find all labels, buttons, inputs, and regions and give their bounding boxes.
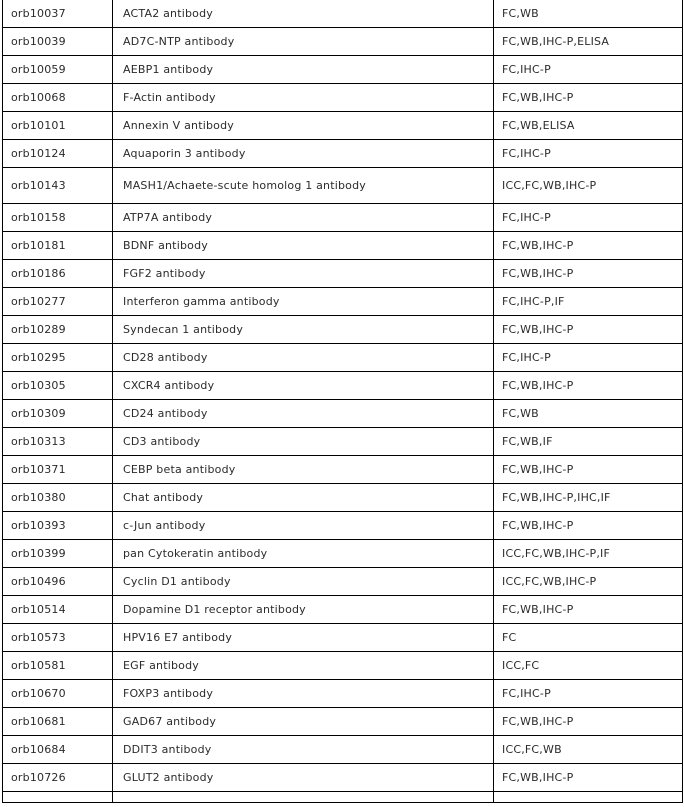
antibody-name-cell: GAD67 antibody: [113, 708, 494, 736]
table-row: [3, 372, 683, 400]
table-row: [3, 680, 683, 708]
antibody-name-cell: Annexin V antibody: [113, 112, 494, 140]
catalog-number-cell: orb10496: [3, 568, 113, 596]
catalog-number-cell: orb10143: [3, 168, 113, 204]
table-row: [3, 708, 683, 736]
catalog-number-cell: orb10277: [3, 288, 113, 316]
applications-cell: FC,WB: [494, 400, 683, 428]
table-row: [3, 288, 683, 316]
catalog-number-cell: orb10573: [3, 624, 113, 652]
antibody-table: [2, 0, 683, 803]
applications-cell: FC,IHC-P: [494, 204, 683, 232]
antibody-name-cell: DDIT3 antibody: [113, 736, 494, 764]
table-row: [3, 232, 683, 260]
catalog-number-cell: orb10059: [3, 56, 113, 84]
antibody-name-cell: F-Actin antibody: [113, 84, 494, 112]
antibody-name-cell: FGF2 antibody: [113, 260, 494, 288]
applications-cell: FC: [494, 624, 683, 652]
empty-cell: [3, 792, 113, 803]
antibody-name-cell: CD28 antibody: [113, 344, 494, 372]
table-row: [3, 140, 683, 168]
catalog-number-cell: orb10039: [3, 28, 113, 56]
catalog-number-cell: orb10684: [3, 736, 113, 764]
applications-cell: FC,IHC-P: [494, 680, 683, 708]
applications-cell: ICC,FC,WB,IHC-P,IF: [494, 540, 683, 568]
applications-cell: FC,WB,IHC-P: [494, 84, 683, 112]
table-row: [3, 428, 683, 456]
antibody-name-cell: EGF antibody: [113, 652, 494, 680]
catalog-number-cell: orb10124: [3, 140, 113, 168]
catalog-number-cell: orb10037: [3, 0, 113, 28]
applications-cell: FC,WB,IHC-P: [494, 456, 683, 484]
catalog-number-cell: orb10393: [3, 512, 113, 540]
table-row: [3, 764, 683, 792]
table-row: [3, 736, 683, 764]
antibody-name-cell: ACTA2 antibody: [113, 0, 494, 28]
antibody-name-cell: Chat antibody: [113, 484, 494, 512]
applications-cell: FC,IHC-P: [494, 140, 683, 168]
antibody-name-cell: CD24 antibody: [113, 400, 494, 428]
table-row: [3, 0, 683, 28]
catalog-number-cell: orb10186: [3, 260, 113, 288]
applications-cell: FC,WB,IHC-P: [494, 232, 683, 260]
applications-cell: FC,WB,IF: [494, 428, 683, 456]
table-row: [3, 168, 683, 204]
catalog-number-cell: orb10158: [3, 204, 113, 232]
catalog-number-cell: orb10313: [3, 428, 113, 456]
catalog-number-cell: orb10305: [3, 372, 113, 400]
antibody-table-body: [3, 0, 683, 803]
table-row-partial: [3, 792, 683, 803]
catalog-number-cell: orb10371: [3, 456, 113, 484]
applications-cell: FC,WB,IHC-P: [494, 708, 683, 736]
antibody-name-cell: BDNF antibody: [113, 232, 494, 260]
antibody-name-cell: CD3 antibody: [113, 428, 494, 456]
applications-cell: FC,WB,ELISA: [494, 112, 683, 140]
table-row: [3, 56, 683, 84]
applications-cell: FC,WB,IHC-P,IHC,IF: [494, 484, 683, 512]
table-row: [3, 568, 683, 596]
applications-cell: FC,WB,IHC-P: [494, 764, 683, 792]
table-row: [3, 652, 683, 680]
antibody-name-cell: Syndecan 1 antibody: [113, 316, 494, 344]
applications-cell: FC,WB,IHC-P: [494, 596, 683, 624]
catalog-number-cell: orb10068: [3, 84, 113, 112]
catalog-number-cell: orb10399: [3, 540, 113, 568]
antibody-name-cell: Interferon gamma antibody: [113, 288, 494, 316]
catalog-number-cell: orb10101: [3, 112, 113, 140]
applications-cell: FC,WB,IHC-P: [494, 512, 683, 540]
catalog-number-cell: orb10295: [3, 344, 113, 372]
catalog-number-cell: orb10289: [3, 316, 113, 344]
antibody-name-cell: GLUT2 antibody: [113, 764, 494, 792]
catalog-number-cell: orb10681: [3, 708, 113, 736]
applications-cell: ICC,FC,WB,IHC-P: [494, 568, 683, 596]
table-row: [3, 400, 683, 428]
table-row: [3, 260, 683, 288]
antibody-name-cell: AD7C-NTP antibody: [113, 28, 494, 56]
table-row: [3, 316, 683, 344]
antibody-name-cell: FOXP3 antibody: [113, 680, 494, 708]
antibody-name-cell: ATP7A antibody: [113, 204, 494, 232]
table-row: [3, 484, 683, 512]
catalog-number-cell: orb10309: [3, 400, 113, 428]
antibody-name-cell: c-Jun antibody: [113, 512, 494, 540]
antibody-name-cell: MASH1/Achaete-scute homolog 1 antibody: [113, 168, 494, 204]
antibody-name-cell: CEBP beta antibody: [113, 456, 494, 484]
table-row: [3, 512, 683, 540]
table-row: [3, 28, 683, 56]
applications-cell: FC,WB,IHC-P: [494, 316, 683, 344]
applications-cell: FC,WB: [494, 0, 683, 28]
table-row: [3, 540, 683, 568]
catalog-number-cell: orb10726: [3, 764, 113, 792]
applications-cell: ICC,FC,WB: [494, 736, 683, 764]
empty-cell: [494, 792, 683, 803]
catalog-number-cell: orb10380: [3, 484, 113, 512]
antibody-name-cell: Dopamine D1 receptor antibody: [113, 596, 494, 624]
applications-cell: FC,IHC-P: [494, 344, 683, 372]
table-row: [3, 596, 683, 624]
antibody-name-cell: HPV16 E7 antibody: [113, 624, 494, 652]
catalog-number-cell: orb10514: [3, 596, 113, 624]
applications-cell: FC,WB,IHC-P,ELISA: [494, 28, 683, 56]
applications-cell: FC,WB,IHC-P: [494, 372, 683, 400]
empty-cell: [113, 792, 494, 803]
catalog-number-cell: orb10581: [3, 652, 113, 680]
applications-cell: FC,IHC-P: [494, 56, 683, 84]
antibody-name-cell: AEBP1 antibody: [113, 56, 494, 84]
antibody-name-cell: pan Cytokeratin antibody: [113, 540, 494, 568]
antibody-name-cell: Aquaporin 3 antibody: [113, 140, 494, 168]
table-row: [3, 624, 683, 652]
applications-cell: ICC,FC,WB,IHC-P: [494, 168, 683, 204]
table-row: [3, 204, 683, 232]
table-row: [3, 84, 683, 112]
catalog-number-cell: orb10670: [3, 680, 113, 708]
table-row: [3, 344, 683, 372]
applications-cell: FC,IHC-P,IF: [494, 288, 683, 316]
antibody-name-cell: Cyclin D1 antibody: [113, 568, 494, 596]
antibody-name-cell: CXCR4 antibody: [113, 372, 494, 400]
table-row: [3, 456, 683, 484]
catalog-number-cell: orb10181: [3, 232, 113, 260]
applications-cell: ICC,FC: [494, 652, 683, 680]
table-row: [3, 112, 683, 140]
applications-cell: FC,WB,IHC-P: [494, 260, 683, 288]
